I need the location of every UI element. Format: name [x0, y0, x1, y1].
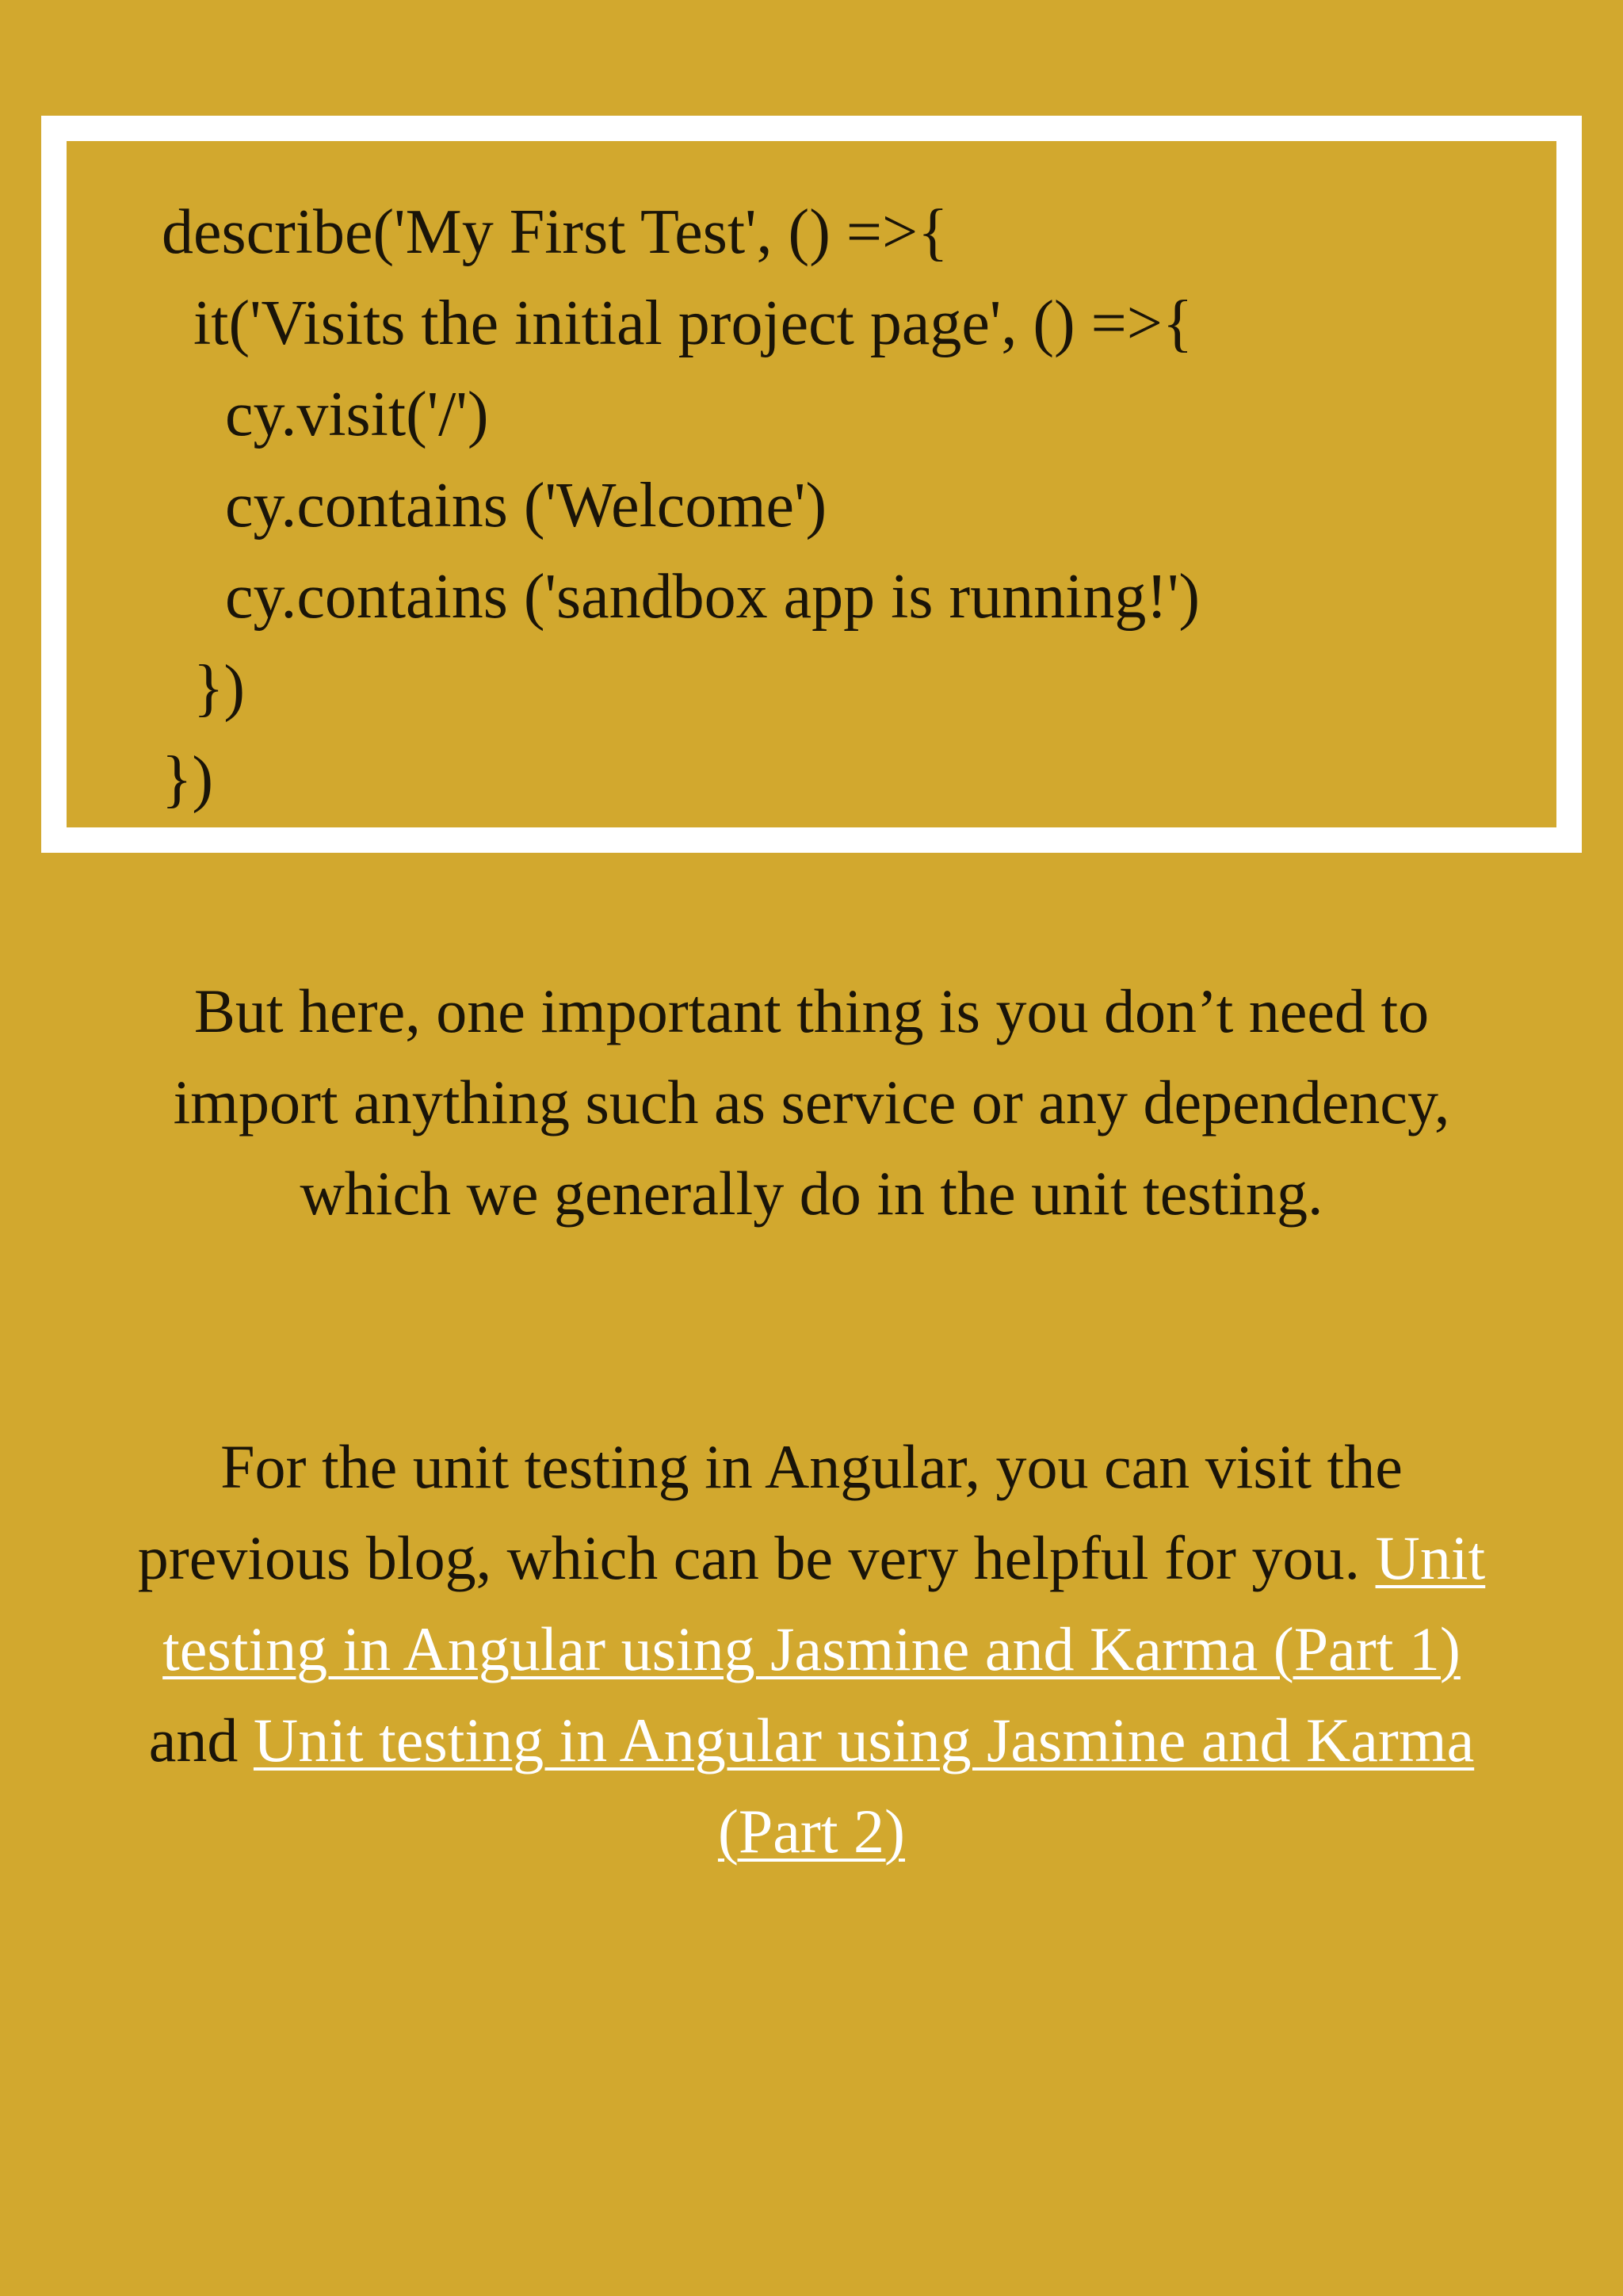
- link-unit-testing-part-1[interactable]: Unit testing in Angular using Jasmine and Karma (Part 1): [162, 1523, 1486, 1683]
- code-line: }): [162, 653, 246, 723]
- paragraph-import-note: But here, one important thing is you don’t need to import anything such as service or any dependency, which we generally do in the unit testing.: [173, 976, 1450, 1228]
- code-line: cy.contains ('Welcome'): [162, 471, 827, 541]
- paragraph-unit-testing-links: [119, 1421, 1504, 1877]
- code-line: cy.contains ('sandbox app is running!'): [162, 562, 1201, 632]
- link-unit-testing-part-2[interactable]: Unit testing in Angular using Jasmine and Karma (Part 2): [253, 1706, 1475, 1866]
- code-block: [67, 141, 1556, 827]
- paragraph-text-between: and: [148, 1706, 254, 1775]
- paragraph-text-before: For the unit testing in Angular, you can visit the previous blog, which can be very helpful for you.: [137, 1432, 1403, 1592]
- code-line: describe('My First Test', () =>{: [162, 197, 949, 267]
- code-block-frame: [41, 116, 1582, 853]
- code-line: cy.visit('/'): [162, 380, 489, 449]
- code-line: }): [162, 744, 214, 814]
- code-line: it('Visits the initial project page', () =>{: [162, 288, 1193, 358]
